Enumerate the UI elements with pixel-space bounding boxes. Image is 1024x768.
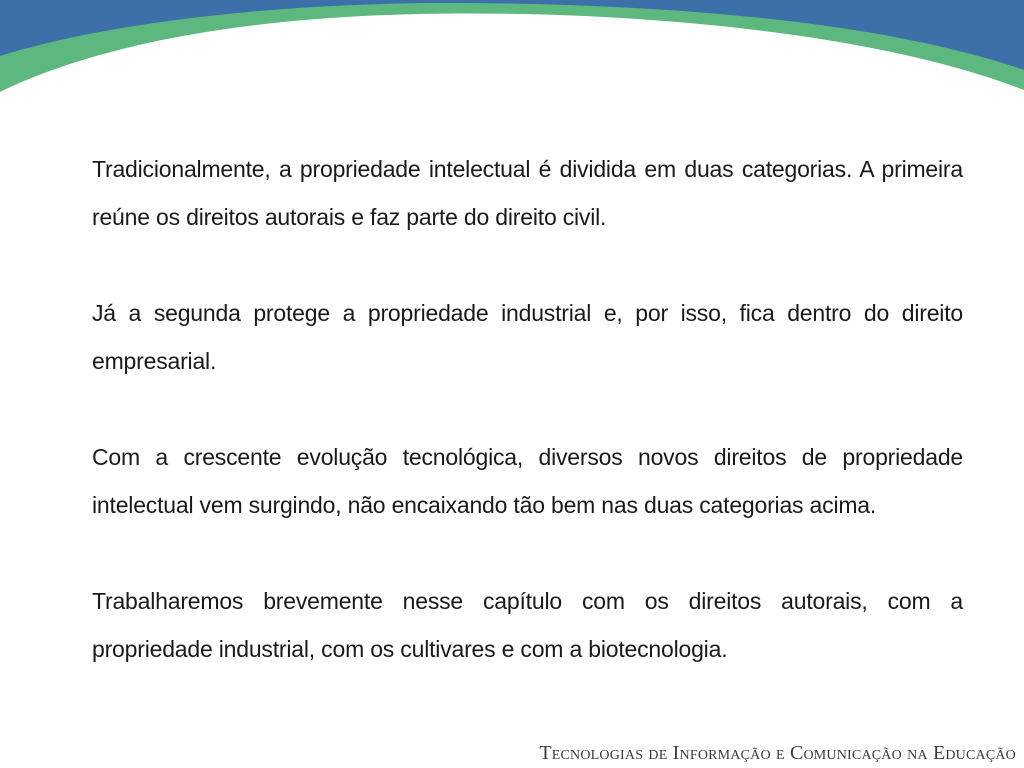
paragraph-3: Com a crescente evolução tecnológica, diversos novos direitos de propriedade intelectual vem surgindo, não encaixando tão bem nas duas categorias acima. — [92, 444, 963, 518]
paragraph-1: Tradicionalmente, a propriedade intelectual é dividida em duas categorias. A primeira reúne os direitos autorais e faz parte do direito civil. — [92, 156, 963, 230]
footer-brand-text: Tecnologias de Informação e Comunicação na Educação — [539, 742, 1016, 764]
slide-body — [92, 145, 963, 721]
paragraph-2: Já a segunda protege a propriedade industrial e, por isso, fica dentro do direito empresarial. — [92, 300, 963, 374]
paragraph-4: Trabalharemos brevemente nesse capítulo com os direitos autorais, com a propriedade industrial, com os cultivares e com a biotecnologia. — [92, 588, 963, 662]
header-wave-decoration — [0, 0, 1024, 100]
